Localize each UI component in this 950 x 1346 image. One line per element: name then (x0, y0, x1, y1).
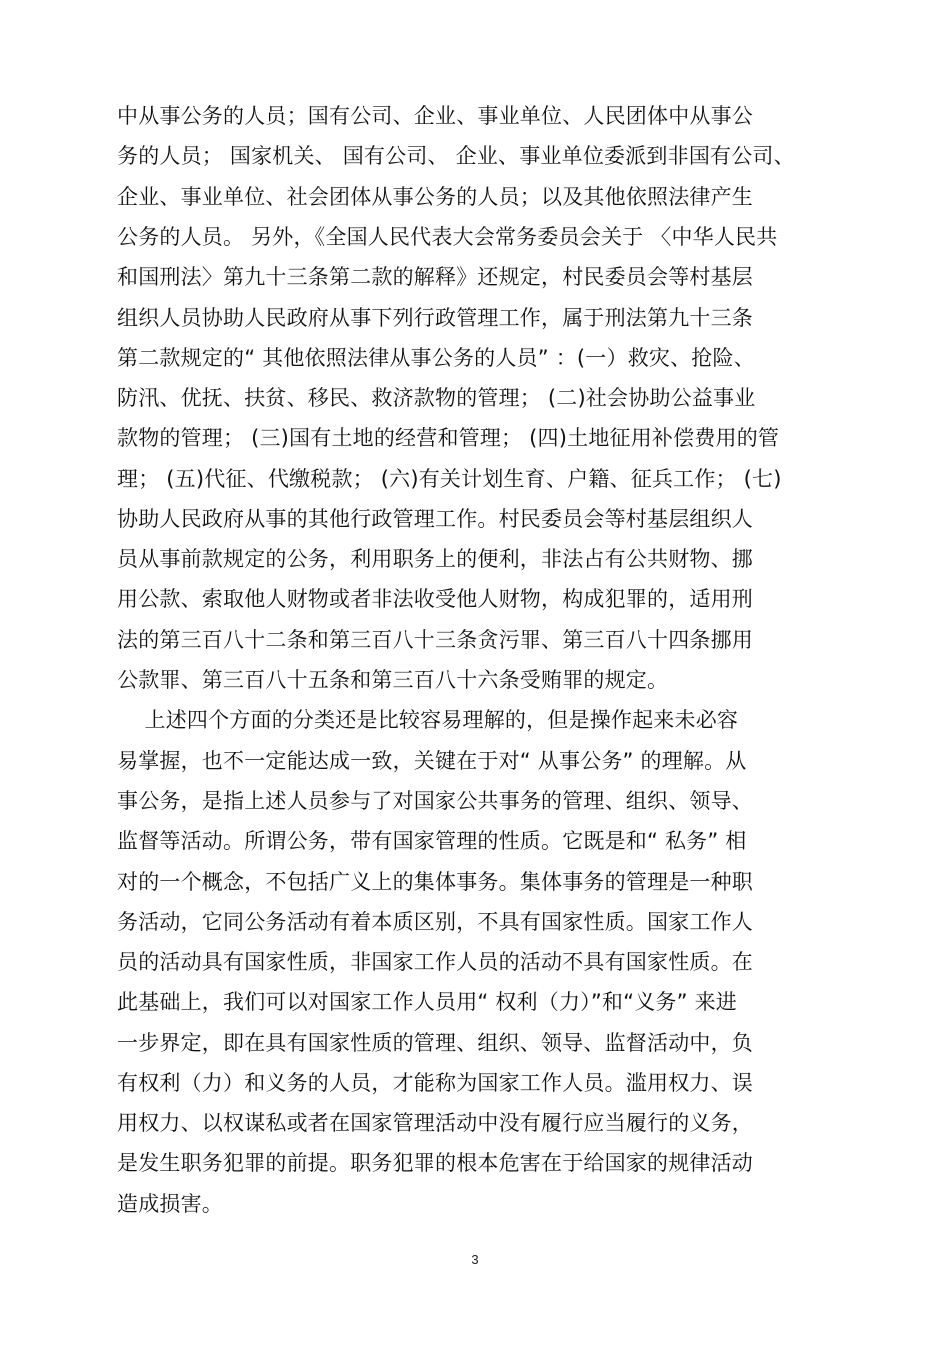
text-line: 对的一个概念，不包括广义上的集体事务。集体事务的管理是一种职 (117, 870, 753, 894)
text-line: 企业、事业单位、社会团体从事公务的人员；以及其他依照法律产生 (117, 185, 753, 209)
text-line: 组织人员协助人民政府从事下列行政管理工作，属于刑法第九十三条 (117, 306, 753, 330)
text-line: 造成损害。 (117, 1192, 223, 1216)
text-line: 员从事前款规定的公务，利用职务上的便利，非法占有公共财物、挪 (117, 547, 753, 571)
text-line: 上述四个方面的分类还是比较容易理解的，但是操作起来未必容 (117, 708, 739, 732)
text-line: 易掌握，也不一定能达成一致，关键在于对“ 从事公务” 的理解。从 (117, 749, 747, 773)
page-number: 3 (471, 1252, 479, 1267)
text-line: 用公款、索取他人财物或者非法收受他人财物，构成犯罪的，适用刑 (117, 587, 753, 611)
text-line: 中从事公务的人员；国有公司、企业、事业单位、人民团体中从事公 (117, 104, 753, 128)
text-line: 事公务，是指上述人员参与了对国家公共事务的管理、组织、领导、 (117, 789, 753, 813)
text-line: 有权利（力）和义务的人员，才能称为国家工作人员。滥用权力、误 (117, 1071, 753, 1095)
text-line: 和国刑法〉第九十三条第二款的解释》还规定，村民委员会等村基层 (117, 265, 753, 289)
text-line: 一步界定，即在具有国家性质的管理、组织、领导、监督活动中，负 (117, 1031, 753, 1055)
text-line: 用权力、以权谋私或者在国家管理活动中没有履行应当履行的义务， (117, 1111, 753, 1135)
text-line: 监督等活动。所谓公务，带有国家管理的性质。它既是和“ 私务” 相 (117, 829, 747, 853)
text-line: 防汛、优抚、扶贫、移民、救济款物的管理； (二)社会协助公益事业 (117, 386, 756, 410)
text-line: 法的第三百八十二条和第三百八十三条贪污罪、第三百八十四条挪用 (117, 628, 753, 652)
text-line: 是发生职务犯罪的前提。职务犯罪的根本危害在于给国家的规律活动 (117, 1151, 753, 1175)
text-line: 务活动，它同公务活动有着本质区别，不具有国家性质。国家工作人 (117, 910, 753, 934)
text-line: 公款罪、第三百八十五条和第三百八十六条受贿罪的规定。 (117, 668, 669, 692)
text-line: 此基础上，我们可以对国家工作人员用“ 权利（力）”和“义务” 来进 (117, 990, 737, 1014)
text-line: 务的人员； 国家机关、 国有公司、 企业、事业单位委派到非国有公司、 (117, 144, 795, 168)
text-line: 公务的人员。 另外，《全国人民代表大会常务委员会关于 〈中华人民共 (117, 225, 778, 249)
text-line: 款物的管理； (三)国有土地的经营和管理； (四)土地征用补偿费用的管 (117, 426, 780, 450)
text-line: 理； (五)代征、代缴税款； (六)有关计划生育、户籍、征兵工作； (七) (117, 467, 782, 491)
text-line: 员的活动具有国家性质，非国家工作人员的活动不具有国家性质。在 (117, 950, 753, 974)
text-line: 第二款规定的“ 其他依照法律从事公务的人员” ：(一）救灾、抢险、 (117, 346, 755, 370)
text-line: 协助人民政府从事的其他行政管理工作。村民委员会等村基层组织人 (117, 507, 753, 531)
